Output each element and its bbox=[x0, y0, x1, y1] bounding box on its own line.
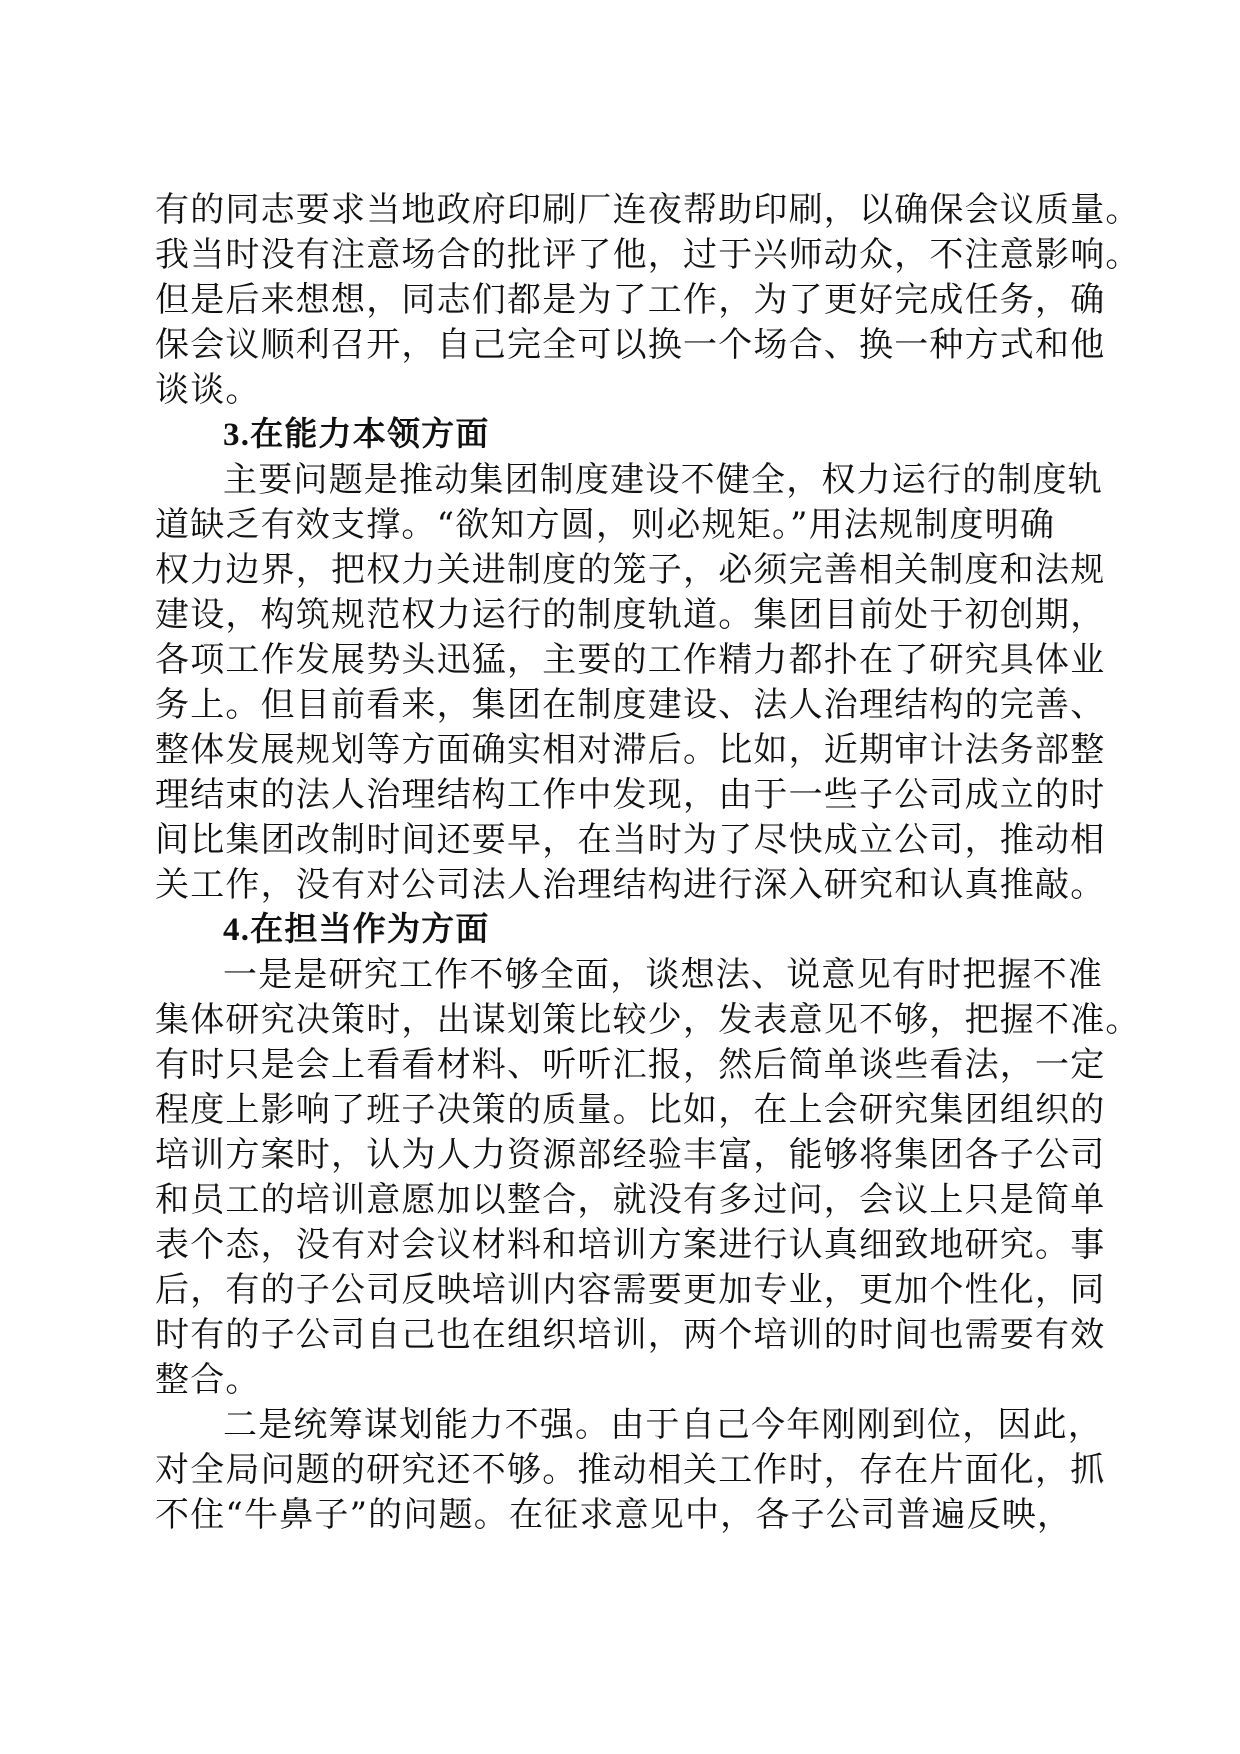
text-line: 表个态，没有对会议材料和培训方案进行认真细致地研究。事 bbox=[155, 1225, 1106, 1265]
text-line: 有的同志要求当地政府印刷厂连夜帮助印刷，以确保会议质量。 bbox=[155, 190, 1141, 230]
text-line: 一是是研究工作不够全面，谈想法、说意见有时把握不准 bbox=[223, 955, 1103, 995]
text-line: 整体发展规划等方面确实相对滞后。比如，近期审计法务部整 bbox=[155, 730, 1106, 770]
section-heading-3: 3.在能力本领方面 bbox=[223, 417, 490, 453]
paragraph-section-4-part-2 bbox=[155, 1403, 1106, 1538]
text-line: 各项工作发展势头迅猛，主要的工作精力都扑在了研究具体业 bbox=[155, 640, 1106, 680]
text-line: 集体研究决策时，出谋划策比较少，发表意见不够，把握不准。 bbox=[155, 1000, 1141, 1040]
text-line: 道缺乏有效支撑。“欲知方圆，则必规矩。”用法规制度明确 bbox=[155, 505, 1056, 545]
text-line: 整合。 bbox=[155, 1360, 261, 1400]
text-line: 理结束的法人治理结构工作中发现，由于一些子公司成立的时 bbox=[155, 775, 1106, 815]
paragraph-section-3 bbox=[155, 458, 1106, 908]
paragraph-intro bbox=[155, 188, 1141, 413]
text-line: 程度上影响了班子决策的质量。比如，在上会研究集团组织的 bbox=[155, 1090, 1106, 1130]
text-line: 培训方案时，认为人力资源部经验丰富，能够将集团各子公司 bbox=[155, 1135, 1106, 1175]
text-line: 主要问题是推动集团制度建设不健全，权力运行的制度轨 bbox=[223, 460, 1103, 500]
text-line: 对全局问题的研究还不够。推动相关工作时，存在片面化，抓 bbox=[155, 1450, 1106, 1490]
paragraph-section-4-part-1 bbox=[155, 953, 1141, 1403]
text-line: 后，有的子公司反映培训内容需要更加专业，更加个性化，同 bbox=[155, 1270, 1106, 1310]
text-line: 关工作，没有对公司法人治理结构进行深入研究和认真推敲。 bbox=[155, 865, 1106, 905]
text-line: 建设，构筑规范权力运行的制度轨道。集团目前处于初创期， bbox=[155, 595, 1106, 635]
text-line: 时有的子公司自己也在组织培训，两个培训的时间也需要有效 bbox=[155, 1315, 1106, 1355]
text-line: 务上。但目前看来，集团在制度建设、法人治理结构的完善、 bbox=[155, 685, 1106, 725]
text-line: 有时只是会上看看材料、听听汇报，然后简单谈些看法，一定 bbox=[155, 1045, 1106, 1085]
section-heading-4: 4.在担当作为方面 bbox=[223, 912, 490, 948]
text-line: 不住“牛鼻子”的问题。在征求意见中，各子公司普遍反映， bbox=[155, 1495, 1073, 1535]
text-line: 但是后来想想，同志们都是为了工作，为了更好完成任务，确 bbox=[155, 280, 1106, 320]
document-body bbox=[155, 188, 1141, 1538]
text-line: 二是统筹谋划能力不强。由于自己今年刚刚到位，因此， bbox=[223, 1405, 1103, 1445]
text-line: 和员工的培训意愿加以整合，就没有多过问，会议上只是简单 bbox=[155, 1180, 1106, 1220]
text-line: 谈谈。 bbox=[155, 370, 261, 410]
text-line: 间比集团改制时间还要早，在当时为了尽快成立公司，推动相 bbox=[155, 820, 1106, 860]
text-line: 保会议顺利召开，自己完全可以换一个场合、换一种方式和他 bbox=[155, 325, 1106, 365]
text-line: 权力边界，把权力关进制度的笼子，必须完善相关制度和法规 bbox=[155, 550, 1106, 590]
text-line: 我当时没有注意场合的批评了他，过于兴师动众，不注意影响。 bbox=[155, 235, 1141, 275]
